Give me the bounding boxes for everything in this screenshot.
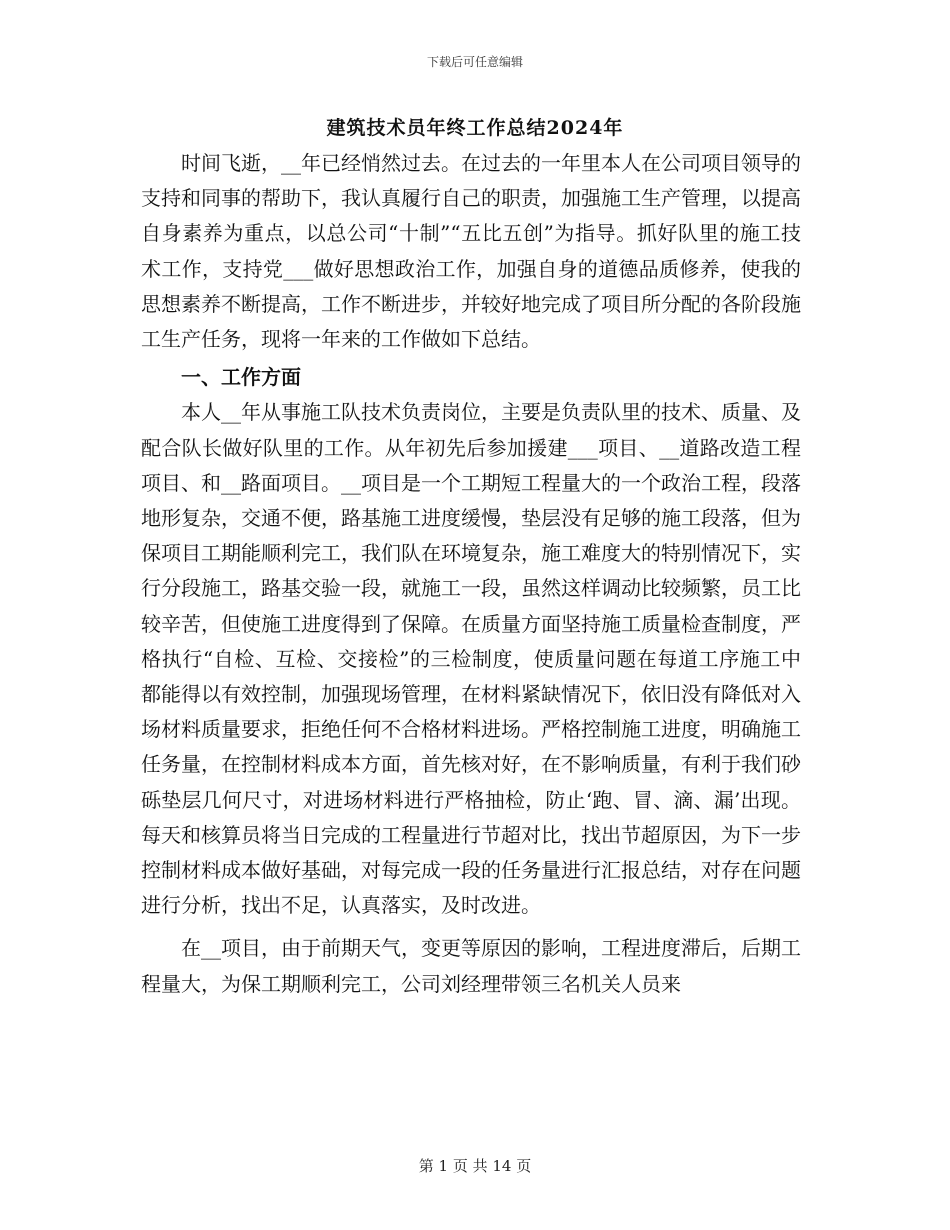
document-title: 建筑技术员年终工作总结2024年 — [326, 117, 624, 139]
section-heading-work: 一、工作方面 — [181, 365, 301, 390]
page-header-note: 下载后可任意编辑 — [426, 55, 523, 69]
document-body — [141, 146, 801, 1002]
paragraph-work-details: 本人__年从事施工队技术负责岗位，主要是负责队里的技术、质量、及配合队长做好队里的工作。从年初先后参加援建___项目、__道路改造工程项目、和__路面项目。__项目是一个工期短工程量大的一个政治工程，段落地形复杂，交通不便，路基施工进度缓慢，垫层没有足够的施工段落，但为保项目工期能顺利完工，我们队在环境复杂，施工难度大的特别情况下，实行分段施工，路基交验一段，就施工一段，虽然这样调动比较频繁，员工比较辛苦，但使施工进度得到了保障。在质量方面坚持施工质量检查制度，严格执行“自检、互检、交接检”的三检制度，使质量问题在每道工序施工中都能得以有效控制，加强现场管理，在材料紧缺情况下，依旧没有降低对入场材料质量要求，拒绝任何不合格材料进场。严格控制施工进度，明确施工任务量，在控制材料成本方面，首先核对好，在不影响质量，有利于我们砂砾垫层几何尺寸，对进场材料进行严格抽检，防止‘跑、冒、滴、漏’出现。每天和核算员将当日完成的工程量进行节超对比，找出节超原因，为下一步控制材料成本做好基础，对每完成一段的任务量进行汇报总结，对存在问题进行分析，找出不足，认真落实，及时改进。 — [141, 400, 801, 918]
paragraph-project-continued: 在__项目，由于前期天气，变更等原因的影响，工程进度滞后，后期工程量大，为保工期顺利完工，公司刘经理带领三名机关人员来 — [141, 936, 801, 996]
page-number: 第 1 页 共 14 页 — [418, 1157, 532, 1175]
paragraph-intro: 时间飞逝，__年已经悄然过去。在过去的一年里本人在公司项目领导的支持和同事的帮助下，我认真履行自己的职责，加强施工生产管理，以提高自身素养为重点，以总公司“十制”“五比五创”为指导。抓好队里的施工技术工作，支持党___做好思想政治工作，加强自身的道德品质修养，使我的思想素养不断提高，工作不断进步，并较好地完成了项目所分配的各阶段施工生产任务，现将一年来的工作做如下总结。 — [141, 151, 801, 352]
